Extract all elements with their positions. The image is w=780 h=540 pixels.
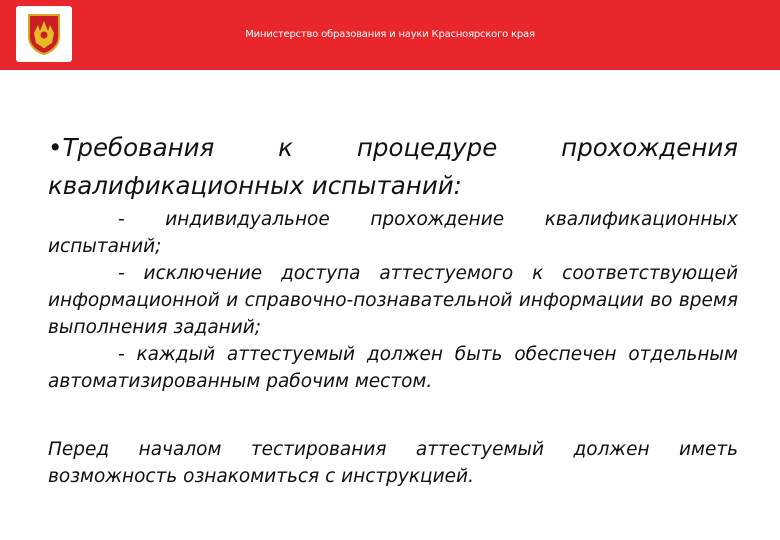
ministry-title: Министерство образования и науки Красноярского края	[245, 29, 535, 40]
requirements-heading	[48, 129, 738, 205]
instruction-note: Перед началом тестирования аттестуемый должен иметь возможность ознакомиться с инструкцией.	[48, 439, 738, 487]
list-item: - каждый аттестуемый должен быть обеспечен отдельным автоматизированным рабочим местом.	[48, 344, 738, 392]
heading-text: Требования к процедуре прохождения квалификационных испытаний:	[48, 133, 738, 200]
requirements-list	[48, 206, 738, 395]
list-item: - индивидуальное прохождение квалификационных испытаний;	[48, 209, 738, 257]
list-item: - исключение доступа аттестуемого к соответствующей информационной и справочно-познавательной информации во время выполнения заданий;	[48, 263, 738, 338]
bullet-icon: •	[48, 133, 63, 162]
header-bar	[0, 0, 780, 70]
